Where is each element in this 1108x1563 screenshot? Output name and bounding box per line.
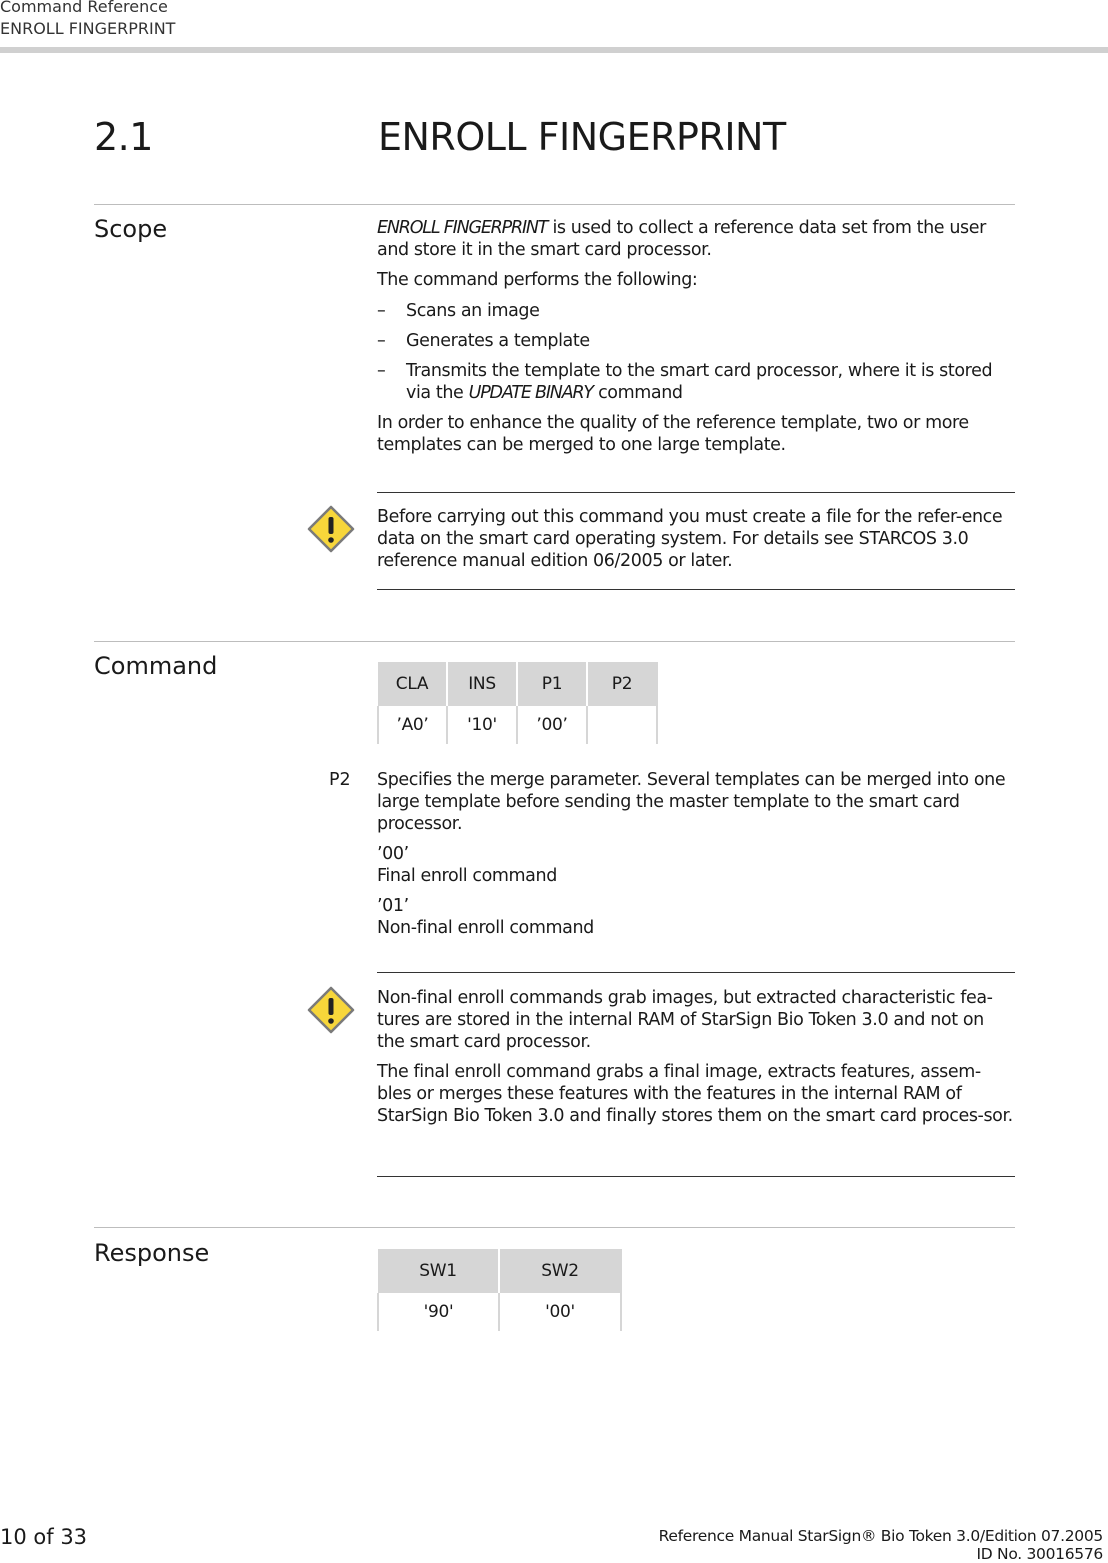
option-code: ’01’ (377, 896, 409, 916)
cell-ins: '10' (447, 706, 517, 744)
manual-edition: Reference Manual StarSign® Bio Token 3.0/Edition 07.2005 (658, 1527, 1103, 1545)
response-heading: Response (94, 1239, 210, 1267)
list-dash: – (377, 361, 386, 381)
step3-tail: command (592, 383, 683, 403)
scope-note: Before carrying out this command you must create a file for the refer-ence data on the smart card operating system. For details see STARCOS 3.0 reference manual edition 06/2005 or later. (377, 507, 1003, 571)
document-id: ID No. 30016576 (976, 1545, 1103, 1563)
section-number: 2.1 (94, 115, 153, 159)
step3-text: Transmits the template to the smart card processor, where it is stored via the (406, 361, 993, 403)
p2-description-block (377, 769, 1013, 939)
list-item-text: Generates a template (406, 331, 590, 351)
list-item (377, 330, 1013, 352)
command-name: ENROLL FINGERPRINT (377, 218, 548, 238)
col-header-cla: CLA (378, 662, 447, 706)
col-header-sw2: SW2 (499, 1249, 621, 1293)
option-desc: Final enroll command (377, 866, 557, 886)
list-dash: – (377, 331, 386, 351)
section-divider (94, 204, 1015, 205)
note-rule-bottom (377, 589, 1015, 590)
header-rule (0, 47, 1108, 53)
scope-intro (377, 217, 1013, 261)
list-item (377, 360, 1013, 404)
scope-intro-text: is used to collect a reference data set from the user and store it in the smart card processor. (377, 218, 986, 260)
cell-sw2: '00' (499, 1293, 621, 1331)
table-header-row (378, 662, 657, 706)
col-header-ins: INS (447, 662, 517, 706)
scope-body (377, 217, 1013, 456)
note-paragraph: Non-final enroll commands grab images, but extracted characteristic fea-tures are stored in the internal RAM of StarSign Bio Token 3.0 and not on the smart card processor. (377, 988, 993, 1052)
page-title: ENROLL FINGERPRINT (378, 115, 786, 159)
running-header-section: ENROLL FINGERPRINT (0, 19, 176, 38)
p2-param-label: P2 (329, 770, 351, 790)
warning-icon (306, 985, 356, 1035)
table-row (378, 706, 657, 744)
cell-p1: ’00’ (517, 706, 587, 744)
cell-p2 (587, 706, 657, 744)
command-note (377, 987, 1013, 1127)
section-divider (94, 641, 1015, 642)
table-row (378, 1293, 621, 1331)
performs-text: The command performs the following: (377, 270, 698, 290)
list-item-text (406, 360, 1013, 404)
p2-description: Specifies the merge parameter. Several templates can be merged into one large template before sending the master template to the smart card processor. (377, 770, 1006, 834)
note-rule-top (377, 492, 1015, 493)
note-paragraph: The final enroll command grabs a final image, extracts features, assem-bles or merges these features with the features in the internal RAM of StarSign Bio Token 3.0 and finally stores them on the smart card proces-sor. (377, 1062, 1013, 1126)
col-header-p1: P1 (517, 662, 587, 706)
cell-cla: ’A0’ (378, 706, 447, 744)
command-heading: Command (94, 652, 218, 680)
col-header-p2: P2 (587, 662, 657, 706)
enhance-text: In order to enhance the quality of the reference template, two or more templates can be merged to one large template. (377, 413, 969, 455)
page-number: 10 of 33 (0, 1525, 88, 1549)
running-header-chapter: Command Reference (0, 0, 168, 16)
scope-heading: Scope (94, 215, 168, 243)
col-header-sw1: SW1 (378, 1249, 499, 1293)
list-item (377, 300, 1013, 322)
cell-sw1: '90' (378, 1293, 499, 1331)
option-desc: Non-final enroll command (377, 918, 594, 938)
list-dash: – (377, 301, 386, 321)
footer-info (659, 1527, 1103, 1563)
note-rule-bottom (377, 1176, 1015, 1177)
option-code: ’00’ (377, 844, 409, 864)
update-binary-command: UPDATE BINARY (468, 383, 593, 403)
warning-icon (306, 504, 356, 554)
response-table (377, 1249, 622, 1331)
note-rule-top (377, 972, 1015, 973)
list-item-text: Scans an image (406, 301, 540, 321)
section-divider (94, 1227, 1015, 1228)
table-header-row (378, 1249, 621, 1293)
command-table (377, 662, 658, 744)
